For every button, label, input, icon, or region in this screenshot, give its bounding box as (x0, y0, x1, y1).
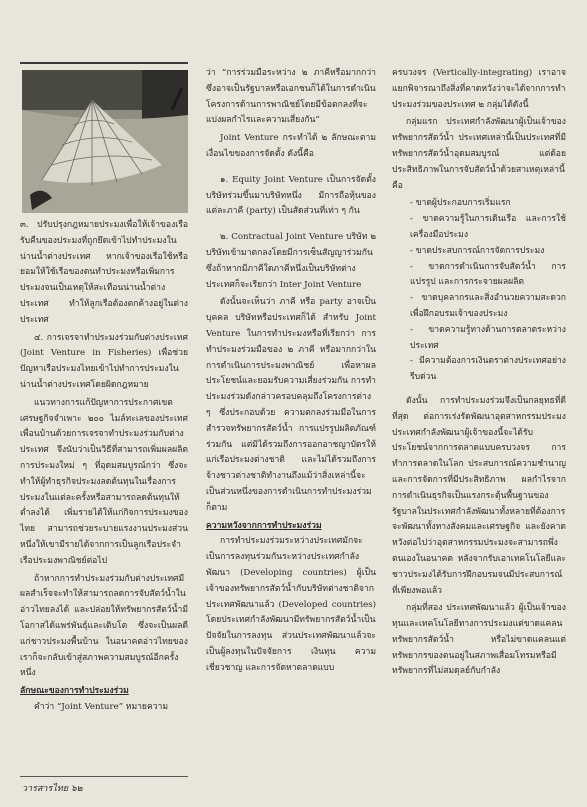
spacer (392, 386, 566, 394)
fisherman-casting-net-photo (22, 70, 188, 213)
paragraph: กลุ่มที่สอง ประเทศพัฒนาแล้ว ผู้เป็นเจ้าของทุนและเทคโนโลยีทางการประมงแต่ขาดแคลนทรัพยากรสัตว์น้ำ หรือไม่ขาดแคลนแต่ทรัพยากรของตนอยู่ในสภาพเสื่อมโทรมหรือมีทรัพยากรที่ไม่สมดุลย์กับกำลัง (392, 603, 566, 677)
bullet-item: - ขาดบุคลากรและสิ่งอำนวยความสะดวกเพื่อฝึกอบรมเจ้าของประมง (410, 293, 566, 319)
column-2 (206, 66, 376, 678)
paragraph: ถ้าหากการทำประมงร่วมกับต่างประเทศมีผลสำเร็จจะทำให้สามารถลดการจับสัตว์น้ำในอ่าวไทยลงได้ และปล่อยให้ทรัพยากรสัตว์น้ำมีโอกาสได้แพร่พันธุ์และเติบโต ซึ่งจะเป็นผลดีแก่ชาวประมงพื้นบ้าน ในอนาคตอ่าวไทยของเราก็จะกลับเข้าสู่สภาพความสมบูรณ์อีกครั้งหนึ่ง (20, 573, 188, 679)
paragraph: ๔. การเจรจาทำประมงร่วมกับต่างประเทศ (Joint Venture in Fisheries) เพื่อช่วยปัญหาเรือประมงไทยเข้าไปทำการประมงในน่านน้ำต่างประเทศโดยผิดกฎหมาย (20, 332, 188, 390)
bullet-item: - มีความต้องการเงินตราต่างประเทศอย่างรีบด่วน (410, 356, 566, 383)
bullet-item: - ขาดผู้ประกอบการเริ่มแรก (410, 198, 511, 209)
paragraph: ครบวงจร (Vertically-integrating) เราอาจแยกพิจารณาถึงสิ่งที่คาดหวังว่าจะได้จากการทำประมงร่วมของประเทศ ๒ กลุ่มได้ดังนี้ (392, 68, 566, 110)
bottom-rule (20, 776, 188, 777)
paragraph: ๒. Contractual Joint Venture บริษัท ๒ บริษัทเข้ามาตกลงโดยมีการเซ็นสัญญาร่วมกัน ซึ่งถ้าหากมีภาคีใดภาคีหนึ่งเป็นบริษัทต่างประเทศก็จะเรียกว่า Inter Joint Venture (206, 232, 376, 290)
page-footer: วารสารไทย ๖๒ (22, 784, 83, 794)
paragraph: Joint Venture กระทำได้ ๒ ลักษณะตามเงื่อนไขของการจัดตั้ง ดังนี้คือ (206, 133, 376, 159)
column-3 (392, 66, 566, 682)
paragraph: กลุ่มแรก ประเทศกำลังพัฒนาผู้เป็นเจ้าของทรัพยากรสัตว์น้ำ ประเทศเหล่านี้เป็นประเทศที่มีทรัพยากรสัตว์น้ำอุดมสมบูรณ์ แต่ด้อยประสิทธิภาพในการจับสัตว์น้ำด้วยสาเหตุเหล่านี้คือ (392, 117, 566, 191)
bullet-item: - ขาดความรู้ในการเดินเรือ และการใช้เครื่องมือประมง (410, 214, 566, 240)
spacer (206, 165, 376, 173)
section-heading: ความหวังจากการทำประมงร่วม (206, 520, 322, 531)
paragraph: ดังนั้นจะเห็นว่า ภาคี หรือ party อาจเป็นบุคคล บริษัทหรือประเทศก็ได้ สำหรับ Joint Venture ในการทำประมงหรือที่เรียกว่า การทำประมงร่วมมือของ ๒ ภาคี หรือมากกว่าในการดำเนินการประมงพาณิชย์ เพื่อหาผลประโยชน์และยอมรับความเสี่ยงร่วมกัน การทำประมงร่วมดังกล่าวครอบคลุมถึงโครงการต่าง ๆ ซึ่งประกอบด้วย ความตกลงร่วมมือในการสำรวจทรัพยากรสัตว์น้ำ การแปรรูปผลิตภัณฑ์ร่วมกัน แต่มิได้รวมถึงการออกอาชญาบัตรให้แก่เรือประมงต่างชาติ และไม่ได้รวมถึงการจ้างชาวต่างชาติทำงานถึงแม้ว่าสิ่งเหล่านี้จะเป็นส่วนหนึ่งของการดำเนินการทำประมงร่วมก็ตาม (206, 297, 376, 513)
bullet-item: - ขาดการดำเนินการจับสัตว์น้ำ การแปรรูป และการกระจายผลผลิต (410, 261, 566, 288)
bullet-item: - ขาดประสบการณ์การจัดการประมง (410, 245, 545, 256)
paragraph: ดังนั้น การทำประมงร่วมจึงเป็นกลยุทธที่ดีที่สุด ต่อการเร่งรัดพัฒนาอุตสาหกรรมประมง ประเทศกำลังพัฒนาผู้เจ้าของนี้จะได้รับประโยชน์จากการตลาดแบบครบวงจร การทำการตลาดในโลก ประสบการณ์ความชำนาญ และการจัดการที่มีประสิทธิภาพ ผลกำไรจากการดำเนินธุรกิจเป็นแรงกระตุ้นพื้นฐานของรัฐบาลในประเทศกำลังพัฒนาทั้งหลายที่ต้องการจะพัฒนาทั้งทางสังคมและเศรษฐกิจ และยังคาดหวังต่อไปว่าอุตสาหกรรมประมงจะสามารถพึ่งตนเองในอนาคต หลังจากรับเอาเทคโนโลยีและชาวประมงได้รับการฝึกอบรมจนมีประสบการณ์ที่เพียงพอแล้ว (392, 395, 566, 596)
spacer (206, 222, 376, 230)
section-heading: ลักษณะของการทำประมงร่วม (20, 686, 129, 697)
paragraph: ๓. ปรับปรุงกฎหมายประมงเพื่อให้เจ้าของเรือรับคืนของประมงที่ถูกยึดเข้าไปทำประมงในน่านน้ำต่างประเทศ หากเจ้าของเรือใช้หรือยอมให้ใช้เรือของตนทำประมงหรือเพิ่มการประมงจนเป็นเหตุให้สะเทือนน่านน้ำต่างประเทศ ทำให้ลูกเรือต้องตกค้างอยู่ในต่างประเทศ (20, 220, 188, 325)
paragraph: การทำประมงร่วมระหว่างประเทศมักจะเป็นการลงทุนร่วมกันระหว่างประเทศกำลังพัฒนา (Developing countries) ผู้เป็นเจ้าของทรัพยากรสัตว์น้ำกับบริษัทต่างชาติจากประเทศพัฒนาแล้ว (Developed countries) โดยประเทศกำลังพัฒนามีทรัพยากรสัตว์น้ำเป็นปัจจัยในการลงทุน ส่วนประเทศพัฒนาแล้วจะเป็นผู้ลงทุนในปัจจัยการ เงินทุน ความเชี่ยวชาญ และการจัดหาตลาดแบบ (206, 536, 376, 673)
column-1 (20, 218, 188, 718)
paragraph: ๑. Equity Joint Venture เป็นการจัดตั้งบริษัทร่วมขึ้นมาบริษัทหนึ่ง มีการถือหุ้นของแต่ละภาคี (party) เป็นสัดส่วนที่เท่า ๆ กัน (206, 174, 376, 217)
paragraph: แนวทางการแก้ปัญหาการประกาศเขตเศรษฐกิจจำเพาะ ๒๐๐ ไมล์ทะเลของประเทศเพื่อนบ้านด้วยการเจรจาทำประมงร่วมกับต่างประเทศ จึงนับว่าเป็นวิธีที่สามารถเพิ่มผลผลิตการประมงใหม่ ๆ ที่อุดมสมบูรณ์กว่า ซึ่งจะทำให้ผู้ทำธุรกิจประมงลดต้นทุนในเรื่องการประมงในแต่ละครั้งหรือสามารถลดต้นทุนให้ต่ำลงได้ เพิ่มรายได้ให้แก่กิจการประมงของไทย สามารถช่วยระบายแรงงานประมงส่วนหนึ่งให้เขามีรายได้จากการเป็นลูกเรือประจำเรือประมงพาณิชย์ต่อไป (20, 397, 188, 566)
bullet-item: - ขาดความรู้ทางด้านการตลาดระหว่างประเทศ (410, 324, 566, 351)
paragraph: ว่า “การร่วมมือระหว่าง ๒ ภาคีหรือมากกว่า ซึ่งอาจเป็นรัฐบาลหรือเอกชนก็ได้ในการดำเนินโครงการด้านการพาณิชย์โดยมีข้อตกลงที่จะแบ่งผลกำไรและความเสี่ยงกัน” (206, 68, 376, 126)
top-rule (20, 62, 188, 64)
paragraph: คำว่า “Joint Venture” หมายความ (34, 701, 169, 712)
photo-illustration (22, 70, 188, 213)
